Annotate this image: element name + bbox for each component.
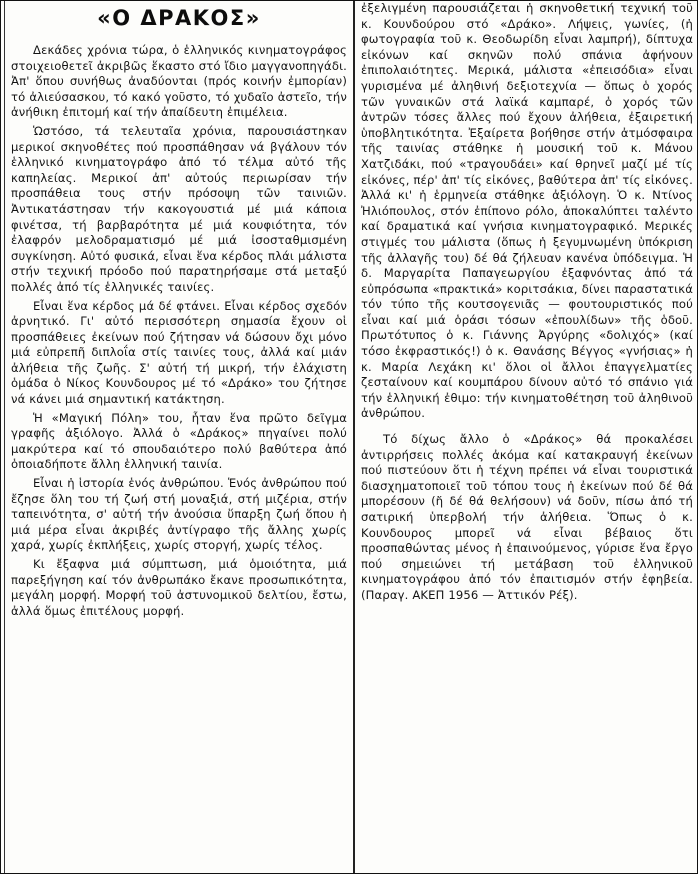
column-divider <box>353 1 355 873</box>
left-border-rule <box>4 1 5 873</box>
right-column <box>361 1 693 873</box>
article-title: «Ο ΔΡΑΚΟΣ» <box>97 6 261 30</box>
article-paragraph: Τό δίχως ἄλλο ὁ «Δράκος» θά προκαλέσει ἀντιρρήσεις πολλές ἀκόμα καί κατακραυγή ἐκείνων πού πιστεύουν ὅτι ἡ τέχνη πρέπει νά εἶναι τουριστικά διασχηματοποιεῖ τοῦ τόπου τους ἡ ἐκείνων πού δέ θά μπορέσουν (ἤ δέ θά θελήσουν) νά δοῦν, πίσω ἀπό τή σατιρική ὑπερβολή τήν ἀλήθεια. Ὅπως ὁ κ. Κουνδουρος μπορεῖ νά εἶναι βέβαιος ὅτι προσπαθώντας μένος ἡ ἐπαινούμενος, γύρισε ἕνα ἔργο πού σημειώνει τή μετάβαση τοῦ ἑλληνικοῦ κινηματογράφου ἀπό τόν ἐπαιτισμόν στήν ἐφηβεία. (Παραγ. ΑΚΕΠ 1956 — Ἀττικόν Ρέξ). <box>361 432 693 602</box>
article-paragraph: Δεκάδες χρόνια τώρα, ὁ ἑλληνικός κινηματογράφος στοιχειοθετεῖ ἀκριβῶς ἕκαστο στό ἴδιο μαγγανοπηγάδι. Ἀπ' ὅπου συνήθως ἀναδύονται (πρός κοινήν ἐμπορίαν) τό ἀλιεύσασκου, τό κακό γοῦστο, τό χυδαῖο ἀστεῖο, τήν ἀνήθικη ἐπιτομή καί τήν ἀπαίδευτη ἐπιμέλεια. <box>11 43 347 120</box>
article-paragraph: ἐξελιγμένη παρουσιάζεται ἡ σκηνοθετική τεχνική τοῦ κ. Κουνδούρου στό «Δράκο». Λήψεις, γωνίες, (ἡ φωτογραφία τοῦ κ. Θεοδωρίδη εἶναι λαμπρή), δίπτυχα εἰκόνων καί σκηνῶν πολύ σπάνια ἀφήνουν ἐπιπολαιότητες. Μερικά, μάλιστα «ἐπεισόδια» εἶναι γυρισμένα μέ ἀληθινή δεξιοτεχνία — ὅπως ὁ χορός τῶν γυναικῶν στά λαϊκά καμπαρέ, ὁ χορός τῶν ἀντρῶν τόσες ἄλλες πού ἔχουν ἀλήθεια, ἐξαιρετική ὑποβλητικότητα. Ἐξαίρετα βοήθησε στήν ἀτμόσφαιρα τῆς ταινίας στάθηκε ἡ μουσική τοῦ κ. Μάνου Χατζιδάκι, πού «τραγουδάει» καί θρηνεῖ μαζί μέ τίς εἰκόνες, πέρ' ἀπ' τίς εἰκόνες, βαθύτερα ἀπ' τίς εἰκόνες. Ἀλλά κι' ἡ ἑρμηνεία στάθηκε ἀξιόλογη. Ὁ κ. Ντίνος Ἠλιόπουλος, στόν ἐπίπονο ρόλο, ἀποκαλύπτει ταλέντο καί δραματικά καί γνήσια κινηματογραφικό. Μερικές στιγμές του μάλιστα (ὅπως ἡ ξεγυμνωμένη ὑπόκριση τῆς ἀλλαγῆς του) δέ θά ζήλευαν κανένα ὑπόδειγμα. Ἡ δ. Μαργαρίτα Παπαγεωργίου ἐξαφνόντας ἀπό τά εὐπρόσωπα «πρακτικά» κοριτσάκια, δίνει παραστατικά τόν τύπο τῆς κουτσογενιᾶς — φουτουριστικός πού εἶναι καί μιά ὁράσι τόσων «ἐπουλίδων» τῆς ὁδοῦ. Πρωτότυπος ὁ κ. Γιάννης Ἀργύρης «δολιχός» (καί τόσο ἐκφραστικός!) ὁ κ. Θανάσης Βέγγος «γνήσιας» ἡ κ. Μαρία Λεχάκη κι' ὅλοι οἱ ἄλλοι ἐπαγγελματίες ζεσταίνουν καί κουμπάρου δίνουν αὐτό τό σπάνιο γιά τήν ἑλληνική ἐθιμο: τήν κινηματοθέτηση τοῦ ἀληθινοῦ ἀνθρώπου. <box>361 1 693 421</box>
article-paragraph: Ὡστόσο, τά τελευταῖα χρόνια, παρουσιάστηκαν μερικοί σκηνοθέτες πού προσπάθησαν νά βγάλουν τόν ἑλληνικό κινηματογράφο ἀπό τό τέλμα αὐτό τῆς καπηλείας. Μερικοί ἀπ' αὐτούς περιωρίσαν τήν προσπάθεια τους στήν πρόσοψη τῶν ταινιῶν. Ἀντικατάστησαν τήν κακογουστιά μέ μιά κάποια φινέτσα, τή βαρβαρότητα μέ μιά κουφιότητα, τόν ἐλαφρόν μελοδραματισμό μέ μιά ἰσοσταθμισμένη συγκίνηση. Αὐτό φυσικά, εἶναι ἕνα κέρδος πλάι μάλιστα στήν τεχνική πρόοδο πού παρατηρήσαμε στά μεταξύ πολλές ἀπό τίς ἑλληνικές ταινίες. <box>11 123 347 294</box>
article-paragraph: Κι ἔξαφνα μιά σύμπτωση, μιά ὁμοιότητα, μιά παρεξήγηση καί τόν ἀνθρωπάκο ἔκανε προσωπικότητα, μεγάλη μορφή. Μορφή τοῦ ἀστυνομικοῦ δελτίου, ἔστω, ἀλλά ὅμως ἐπιτέλους μορφή. <box>11 557 347 618</box>
article-paragraph: Εἶναι ἕνα κέρδος μά δέ φτάνει. Εἶναι κέρδος σχεδόν ἀρνητικό. Γι' αὐτό περισσότερη σημασία ἔχουν οἱ προσπάθειες ἐκείνων πού ζήτησαν νά δώσουν ὄχι μόνο μιά εὐπρεπῆ διπλοΐα στίς ταινίες τους, ἀλλά καί μιάν ἀλήθεια τῆς ζωῆς. Σ' αὐτή τή μικρή, τήν ἐλάχιστη ὁμάδα ὁ Νίκος Κουνδουρος μέ τό «Δράκο» του ζήτησε νά κάνει μιά σημαντική κατάκτηση. <box>11 298 347 407</box>
left-column <box>11 1 347 873</box>
article-paragraph: Ἡ «Μαγική Πόλη» του, ἦταν ἕνα πρῶτο δεῖγμα γραφῆς ἀξιόλογο. Ἀλλά ὁ «Δράκος» πηγαίνει πολύ μακρύτερα καί τό σπουδαιότερο πολύ βαθύτερα ἀπό ὁποιαδήποτε ἄλλη ἑλληνική ταινία. <box>11 410 347 472</box>
article-paragraph: Εἶναι ἡ ἱστορία ἑνός ἀνθρώπου. Ἑνός ἀνθρώπου πού ἔζησε ὅλη του τή ζωή στή μοναξιά, στή μιζέρια, στήν ταπεινότητα, σ' αὐτή τήν ἀνούσια ὕπαρξη ζωή ὅπου ἡ μιά μέρα εἶναι ἀκριβές ἀντίγραφο τῆς ἄλλης χωρίς χαρά, χωρίς ἐκπλήξεις, χωρίς στοργή, χωρίς τέλος. <box>11 476 347 553</box>
